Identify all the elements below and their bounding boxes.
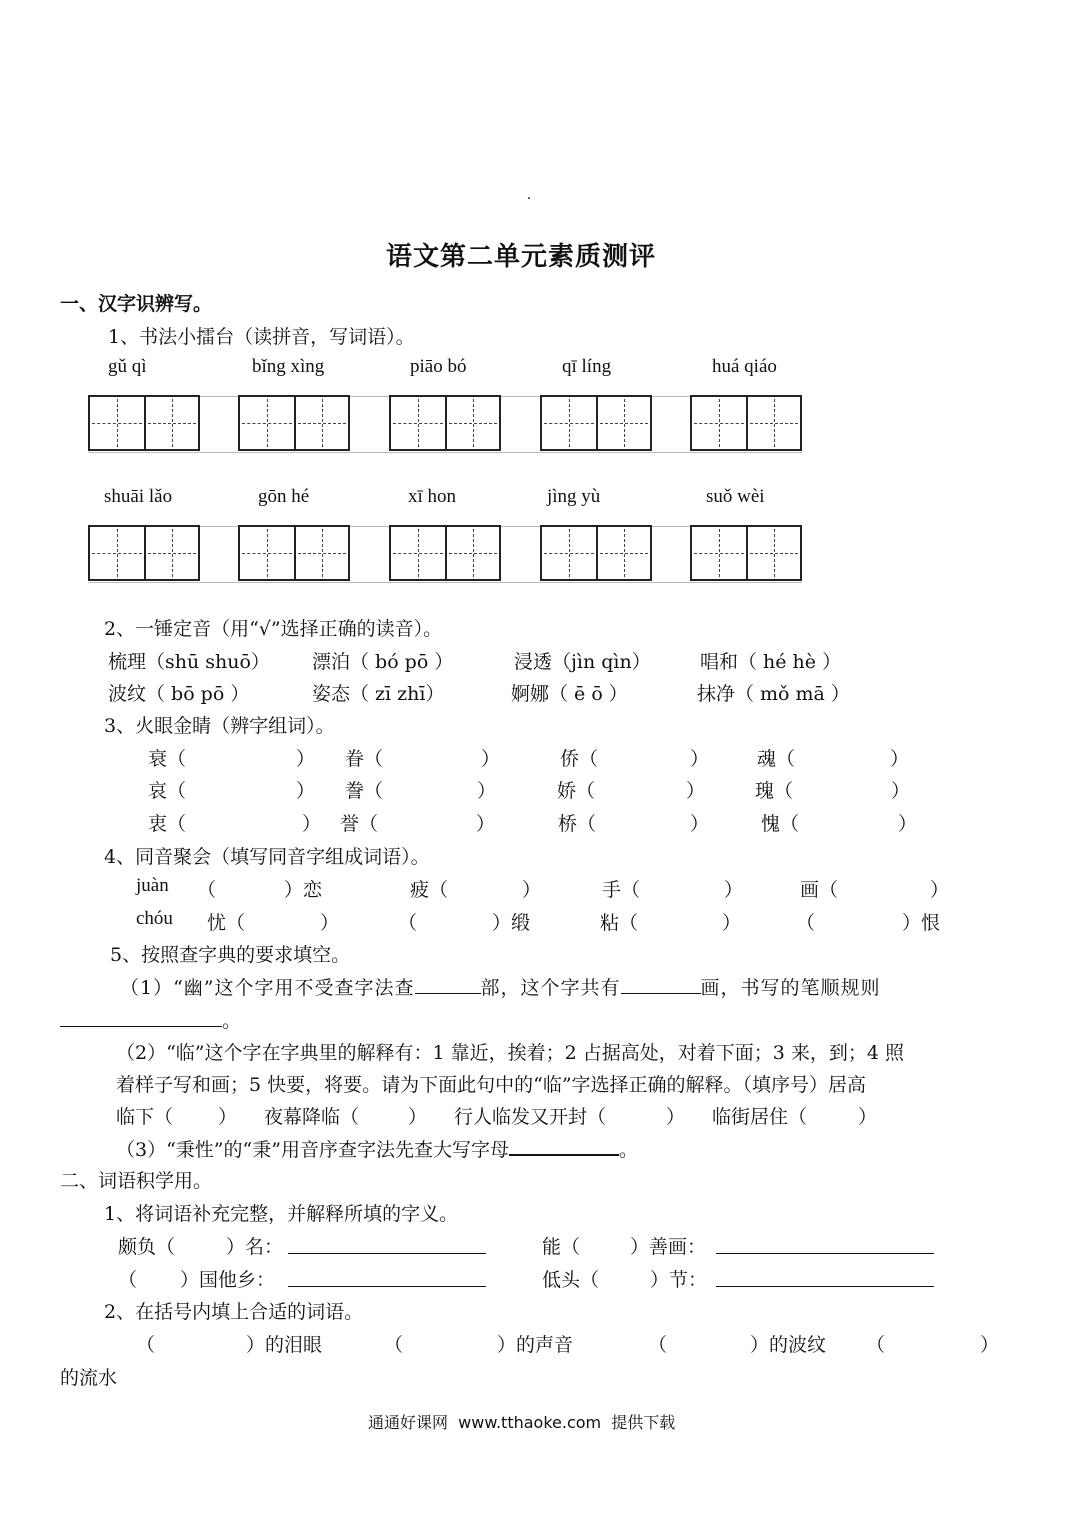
char-label: 愧（ bbox=[761, 813, 800, 835]
pinyin-label: shuāi lǎo bbox=[104, 486, 173, 507]
pinyin-label: xī hon bbox=[408, 486, 457, 507]
paren-close: ） bbox=[476, 813, 496, 835]
char-label: 誉（ bbox=[340, 813, 379, 835]
char-label: 衷（ bbox=[148, 813, 187, 835]
char-label: 粘（ bbox=[600, 912, 639, 934]
writing-grid[interactable] bbox=[238, 395, 350, 451]
paren-close: ） bbox=[858, 1106, 878, 1128]
paren-open: （ bbox=[648, 1334, 668, 1356]
paren-close: ） bbox=[218, 1106, 238, 1128]
writing-grid[interactable] bbox=[540, 395, 652, 451]
q5-part3 bbox=[116, 1135, 638, 1162]
paren-close: ） bbox=[980, 1334, 1000, 1356]
paren-close: ） bbox=[481, 748, 501, 770]
paren-close: ） bbox=[930, 879, 950, 901]
char-label: 娇（ bbox=[557, 780, 596, 802]
pinyin-label: bǐng xìng bbox=[252, 356, 325, 377]
q5-part2-line2: 着样子写和画；5 快要，将要。请为下面此句中的“临”字选择正确的解释。（填序号）居高 bbox=[116, 1074, 867, 1096]
char-label: 桥（ bbox=[558, 813, 597, 835]
q5-part1-text-c: 画，书写的笔顺规则 bbox=[700, 977, 881, 999]
pinyin-label: suǒ wèi bbox=[706, 486, 765, 507]
answer-blank[interactable] bbox=[415, 975, 481, 994]
writing-grid[interactable] bbox=[238, 525, 350, 581]
reading-choice[interactable]: 抹净（ mǒ mā ） bbox=[697, 683, 850, 705]
answer-blank[interactable] bbox=[716, 1235, 934, 1254]
writing-grid[interactable] bbox=[540, 525, 652, 581]
q5-part3-end: 。 bbox=[618, 1139, 638, 1161]
char-label: 临下（ bbox=[116, 1106, 174, 1128]
writing-grid[interactable] bbox=[88, 395, 200, 451]
paren-close: ） bbox=[296, 780, 316, 802]
char-label: 魂（ bbox=[757, 748, 796, 770]
reading-choice[interactable]: 唱和（ hé hè ） bbox=[700, 651, 842, 673]
pinyin-label: huá qiáo bbox=[712, 356, 777, 377]
char-label: 誊（ bbox=[345, 780, 384, 802]
char-label: 忧（ bbox=[207, 912, 246, 934]
char-label: ）节： bbox=[650, 1269, 708, 1291]
char-label: 疲（ bbox=[410, 879, 449, 901]
paren-close: ） bbox=[724, 879, 744, 901]
char-label: 低头（ bbox=[542, 1269, 600, 1291]
char-label: 侨（ bbox=[560, 748, 599, 770]
char-label: 能（ bbox=[542, 1236, 581, 1258]
char-label: 眷（ bbox=[345, 748, 384, 770]
page-title: 语文第二单元素质测评 bbox=[386, 242, 657, 272]
char-label: ）的波纹 bbox=[750, 1334, 827, 1356]
paren-close: ） bbox=[477, 780, 497, 802]
reading-choice[interactable]: 梳理（shū shuō） bbox=[108, 651, 270, 673]
reading-choice[interactable]: 婀娜（ ē ō ） bbox=[511, 683, 628, 705]
char-label: 瑰（ bbox=[755, 780, 794, 802]
q5-part3-text: （3）“秉性”的“秉”用音序查字法先查大写字母 bbox=[116, 1139, 509, 1161]
q3-prompt: 3、火眼金睛（辨字组词）。 bbox=[104, 715, 335, 737]
reading-choice[interactable]: 浸透（jìn qìn） bbox=[514, 651, 651, 673]
q5-part1-text-a: （1）“幽”这个字用不受查字法查 bbox=[120, 977, 415, 999]
reading-choice[interactable]: 波纹（ bō pō ） bbox=[108, 683, 250, 705]
answer-blank[interactable] bbox=[288, 1235, 486, 1254]
answer-blank[interactable] bbox=[509, 1136, 619, 1156]
paren-open: （ bbox=[398, 912, 418, 934]
grid-rail bbox=[88, 582, 802, 583]
answer-blank[interactable] bbox=[621, 975, 701, 994]
q5-part2-line1: （2）“临”这个字在字典里的解释有：1 靠近，挨着；2 占据高处，对着下面；3 来，到；4 照 bbox=[116, 1042, 905, 1064]
reading-choice[interactable]: 漂泊（ bó pō ） bbox=[312, 651, 454, 673]
char-label: 哀（ bbox=[148, 780, 187, 802]
paren-close: ） bbox=[302, 813, 322, 835]
pinyin-label: gǔ qì bbox=[108, 356, 147, 377]
char-label: ）名： bbox=[226, 1236, 284, 1258]
writing-grid[interactable] bbox=[389, 395, 501, 451]
q4-prompt: 4、同音聚会（填写同音字组成词语）。 bbox=[104, 846, 430, 868]
pinyin-label: qī líng bbox=[562, 356, 612, 377]
paren-open: （ bbox=[136, 1334, 156, 1356]
grid-rail bbox=[88, 452, 802, 453]
paren-close: ） bbox=[320, 912, 340, 934]
paren-close: ） bbox=[890, 748, 910, 770]
q5-part1-text-d: 。 bbox=[222, 1010, 242, 1032]
paren-open: （ bbox=[866, 1334, 886, 1356]
paren-close: ） bbox=[891, 780, 911, 802]
q5-part1-text-b: 部，这个字共有 bbox=[480, 977, 621, 999]
char-label: ）的声音 bbox=[497, 1334, 574, 1356]
section2-heading: 二、词语积学用。 bbox=[60, 1170, 213, 1192]
pinyin-label: piāo bó bbox=[410, 356, 467, 377]
char-label: 颇负（ bbox=[118, 1236, 176, 1258]
reading-choice[interactable]: 姿态（ zī zhī） bbox=[312, 683, 445, 705]
writing-grid[interactable] bbox=[690, 395, 802, 451]
char-label: 衰（ bbox=[148, 748, 187, 770]
writing-grid[interactable] bbox=[690, 525, 802, 581]
pinyin-label: jìng yù bbox=[547, 486, 601, 507]
q2-prompt: 2、一锤定音（用“√”选择正确的读音）。 bbox=[104, 618, 443, 640]
pinyin-label: juàn bbox=[136, 875, 169, 896]
paren-close: ） bbox=[898, 813, 918, 835]
footer-credit: 通通好课网 www.tthaoke.com 提供下载 bbox=[368, 1413, 676, 1432]
char-label: ）国他乡： bbox=[180, 1269, 276, 1291]
s2-q2-prompt: 2、在括号内填上合适的词语。 bbox=[104, 1301, 364, 1323]
section1-heading: 一、汉字识辨写。 bbox=[60, 293, 213, 315]
paren-close: ） bbox=[690, 813, 710, 835]
paren-close: ）缎 bbox=[492, 912, 531, 934]
q5-part1-cont bbox=[60, 1006, 241, 1033]
paren-close: ） bbox=[690, 748, 710, 770]
q5-prompt: 5、按照查字典的要求填空。 bbox=[110, 944, 351, 966]
paren-close: ） bbox=[666, 1106, 686, 1128]
answer-blank[interactable] bbox=[288, 1268, 486, 1287]
char-label: 的流水 bbox=[60, 1367, 118, 1389]
paren-open: （ bbox=[197, 879, 217, 901]
char-label: 夜幕降临（ bbox=[264, 1106, 360, 1128]
answer-blank[interactable] bbox=[60, 1008, 222, 1027]
writing-grid[interactable] bbox=[389, 525, 501, 581]
q1-prompt: 1、书法小擂台（读拼音，写词语）。 bbox=[108, 326, 415, 348]
writing-grid[interactable] bbox=[88, 525, 200, 581]
paren-close: ） bbox=[686, 780, 706, 802]
char-label: ）的泪眼 bbox=[246, 1334, 323, 1356]
paren-close: ） bbox=[408, 1106, 428, 1128]
paren-close: ） bbox=[522, 879, 542, 901]
pinyin-label: chóu bbox=[136, 908, 173, 929]
answer-blank[interactable] bbox=[716, 1268, 934, 1287]
char-label: 临街居住（ bbox=[712, 1106, 808, 1128]
paren-close: ）恋 bbox=[284, 879, 323, 901]
char-label: ）善画： bbox=[630, 1236, 707, 1258]
pinyin-label: gōn hé bbox=[258, 486, 310, 507]
paren-close: ）恨 bbox=[902, 912, 941, 934]
char-label: 手（ bbox=[602, 879, 641, 901]
char-label: 行人临发又开封（ bbox=[454, 1106, 607, 1128]
paren-open: （ bbox=[796, 912, 816, 934]
s2-q1-prompt: 1、将词语补充完整，并解释所填的字义。 bbox=[104, 1203, 459, 1225]
char-label: （ bbox=[118, 1269, 138, 1291]
q5-part1 bbox=[120, 973, 881, 1000]
char-label: 画（ bbox=[800, 879, 839, 901]
paren-close: ） bbox=[722, 912, 742, 934]
speck-dot bbox=[528, 197, 530, 199]
paren-open: （ bbox=[384, 1334, 404, 1356]
paren-close: ） bbox=[296, 748, 316, 770]
